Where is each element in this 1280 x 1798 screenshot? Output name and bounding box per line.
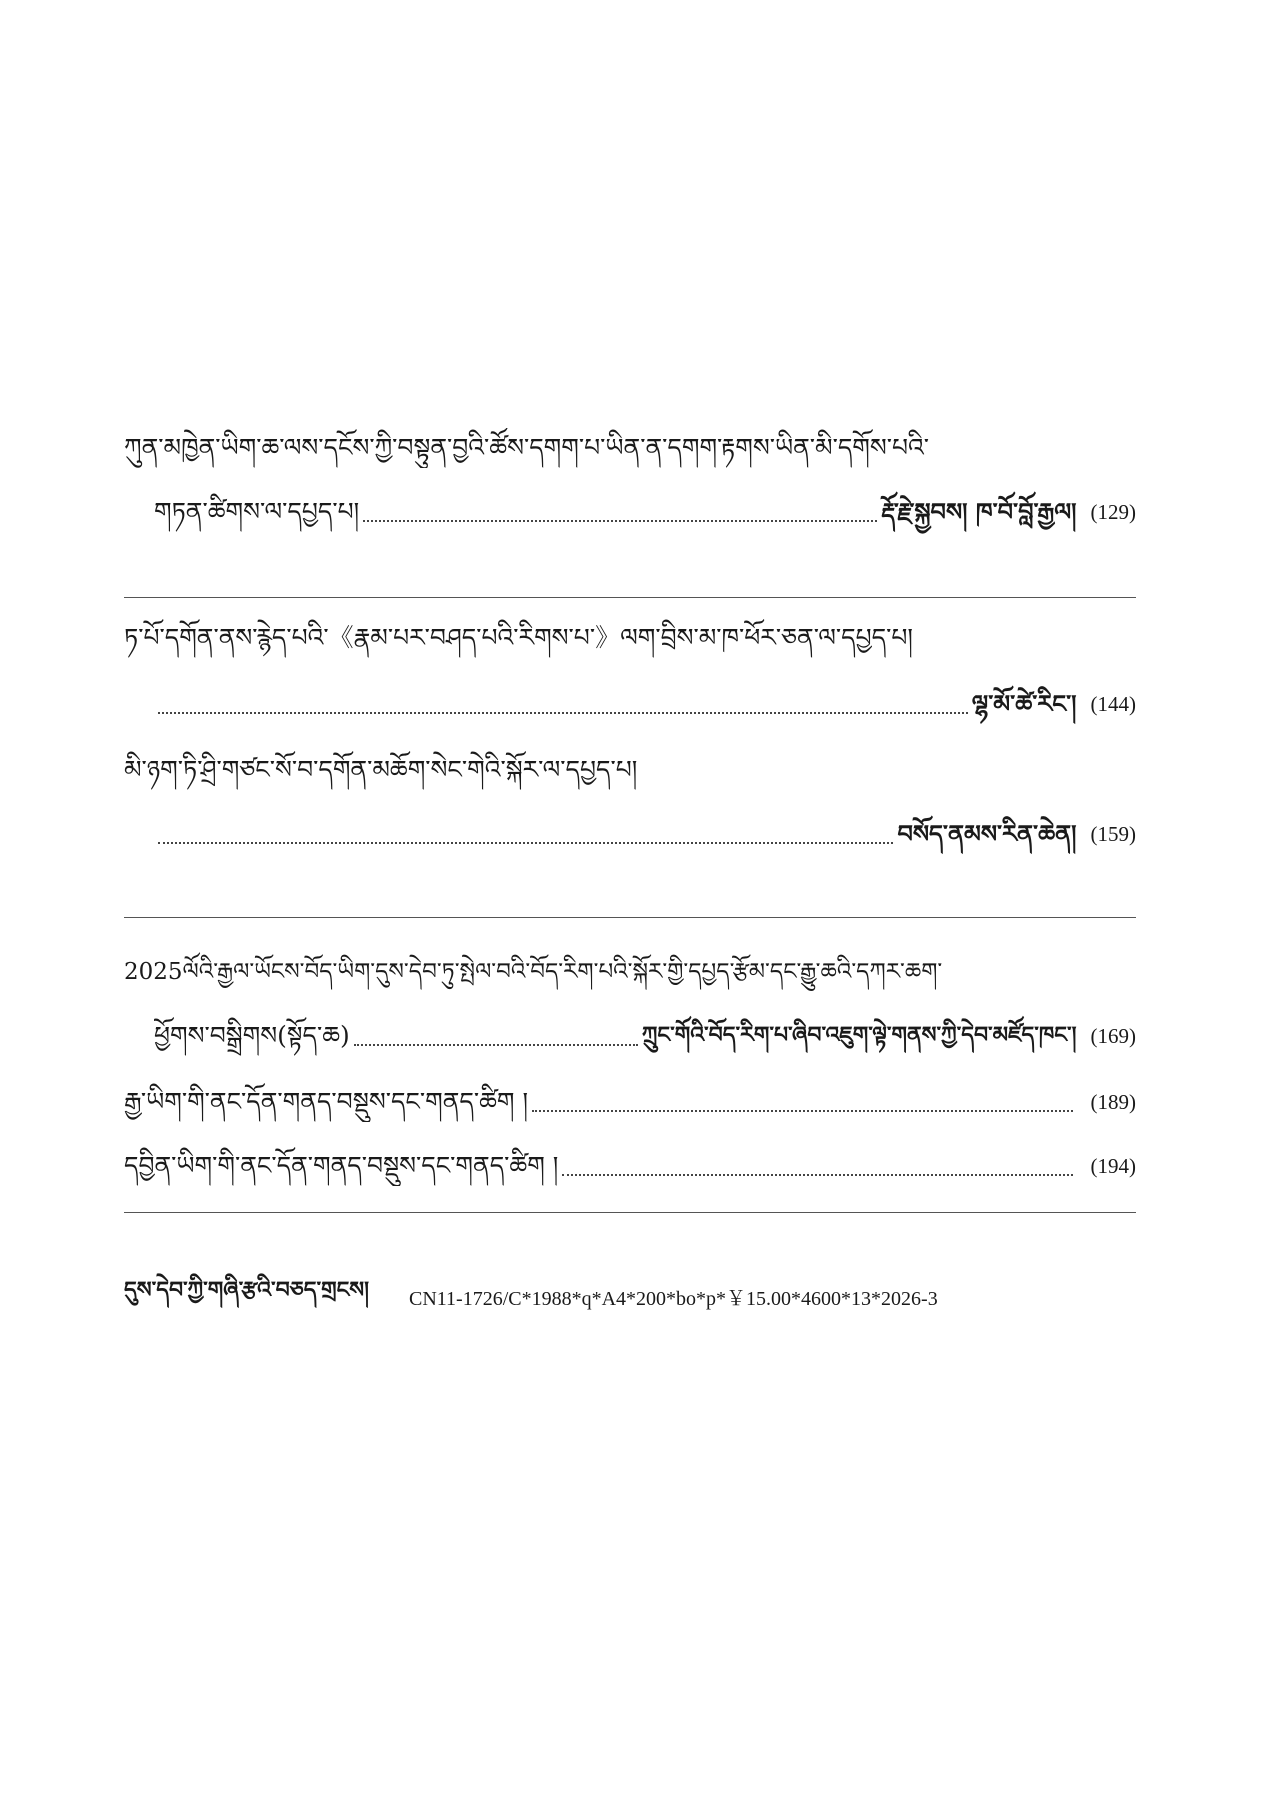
dot-leader [354,1043,638,1046]
section-divider [124,597,1136,598]
section-divider [124,1212,1136,1213]
toc-entry-title: 2025ལོའི་རྒྱལ་ཡོངས་བོད་ཡིག་དུས་དེབ་ཏུ་སྤེལ་བའི་བོད་རིག་པའི་སྐོར་གྱི་དཔྱད་རྩོམ་དང་རྒྱུ་ཆའི་དཀར་ཆག་ [124,959,943,985]
toc-entry-title-line [124,1016,1136,1056]
toc-entry-title: རྒྱ་ཡིག་གི་ནང་དོན་གནད་བསྡུས་དང་གནད་ཚིག ། [124,1087,528,1116]
dot-leader [158,841,893,844]
periodical-code-label: དུས་དེབ་ཀྱི་གཞི་རྩའི་བཅད་གྲངས། [124,1278,369,1303]
toc-entry-title-continued: གཏན་ཚིགས་ལ་དཔྱད་པ། [154,497,360,526]
toc-entry-page-number: (129) [1090,500,1136,524]
toc-entry-title-line [124,492,1136,532]
toc-entry-author: ལྷ་མོ་ཚེ་རིང་། [971,690,1077,718]
toc-entry-title: ཏ་པོ་དགོན་ནས་རྙེད་པའི་《རྣམ་པར་བཤད་པའི་རིགས་པ་》ལག་བྲིས་མ་ཁ་ཕོར་ཅན་ལ་དཔྱད་པ། [124,623,913,652]
toc-entry-title-line [124,1146,1136,1186]
toc-entry-title-line [124,952,1136,992]
dot-leader [532,1109,1073,1112]
toc-entry-title: དབྱིན་ཡིག་གི་ནང་དོན་གནད་བསྡུས་དང་གནད་ཚིག ། [124,1151,559,1180]
toc-entry-author: བསོད་ནམས་རིན་ཆེན། [897,820,1077,848]
dot-leader [363,519,877,522]
section-divider [124,917,1136,918]
toc-entry-title-continued: ཕྱོགས་བསྒྲིགས(སྟོད་ཆ) [154,1021,350,1050]
toc-entry-page-number: (159) [1090,822,1136,846]
toc-entry-title-line [124,750,1136,790]
toc-entry-page-number: (189) [1090,1090,1136,1114]
toc-entry-title-line [124,814,1136,854]
toc-entry-title-line [124,684,1136,724]
toc-entry-title-line [124,618,1136,658]
toc-entry-author: རྡོ་རྗེ་སྐྱབས། ཁ་བོ་བློ་རྒྱལ། [881,498,1077,526]
toc-entry-title-line [124,428,1136,468]
toc-entry-page-number: (169) [1090,1024,1136,1048]
periodical-code-footer [124,1276,938,1316]
toc-entry-title: མི་ཉག་ཏི་ཤྲི་གཙང་སོ་བ་དགོན་མཆོག་སེང་གེའི་སྐོར་ལ་དཔྱད་པ། [124,755,638,784]
toc-entry-page-number: (194) [1090,1154,1136,1178]
toc-entry-author: ཀྲུང་གོའི་བོད་རིག་པ་ཞིབ་འཇུག་ལྟེ་གནས་ཀྱི་དེབ་མཛོད་ཁང་། [641,1023,1077,1048]
toc-entry-page-number: (144) [1090,692,1136,716]
dot-leader [158,711,968,714]
toc-entry-title-line [124,1082,1136,1122]
toc-entry-title: ཀུན་མཁྱེན་ཡིག་ཆ་ལས་དངོས་ཀྱི་བསྟུན་བྱའི་ཚོས་དགག་པ་ཡིན་ན་དགག་རྟགས་ཡིན་མི་དགོས་པའི་ [124,433,930,462]
dot-leader [562,1173,1072,1176]
periodical-code-value: CN11-1726/C*1988*q*A4*200*bo*p*￥15.00*4600*13*2026-3 [409,1287,938,1310]
